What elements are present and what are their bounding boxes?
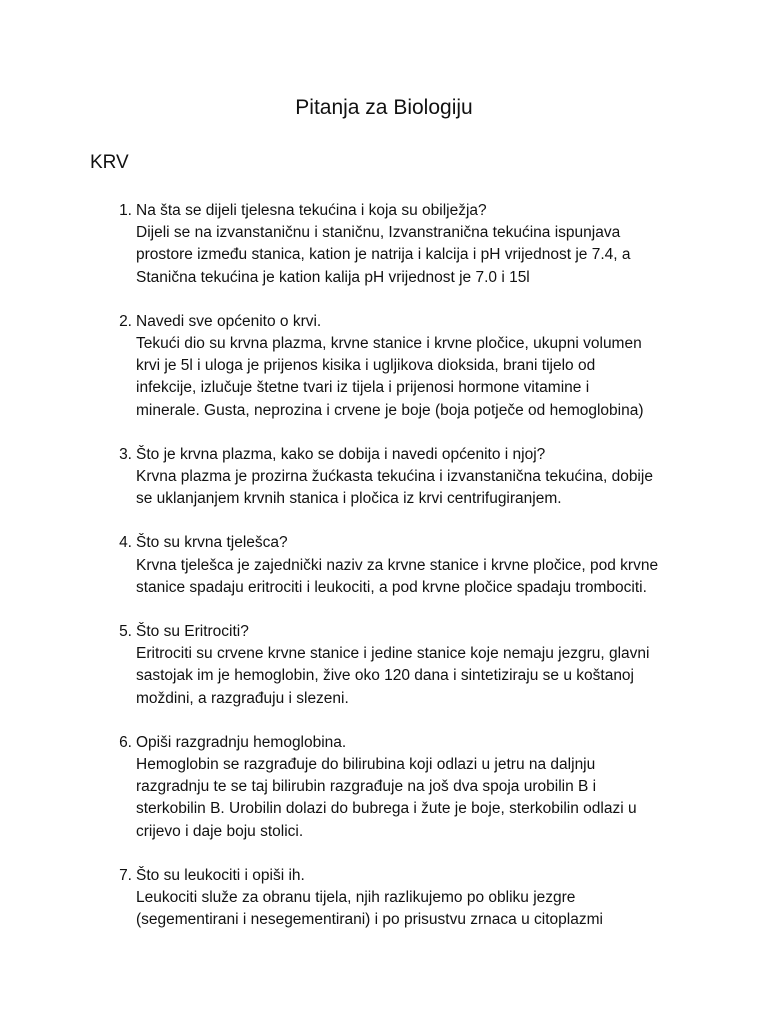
question-body: [136, 444, 696, 511]
question-list: [0, 200, 768, 953]
answer-line: minerale. Gusta, neprozina i crvene je boje (boja potječe od hemoglobina): [136, 401, 644, 419]
question-text: Što su krvna tjelešca?: [136, 534, 288, 552]
question-number: 5.: [119, 623, 132, 641]
question-item: [0, 444, 768, 511]
answer-line: sastojak im je hemoglobin, žive oko 120 dana i sintetiziraju se u koštanoj: [136, 667, 634, 685]
answer-line: Eritrociti su crvene krvne stanice i jedine stanice koje nemaju jezgru, glavni: [136, 645, 650, 663]
question-text: Na šta se dijeli tjelesna tekućina i koja su obilježja?: [136, 202, 487, 219]
answer-line: Stanična tekućina je kation kalija pH vrijednost je 7.0 i 15l: [136, 268, 530, 286]
question-number: 7.: [119, 866, 132, 884]
question-item: [0, 732, 768, 843]
question-text: Opiši razgradnju hemoglobina.: [136, 733, 347, 751]
answer-line: Tekući dio su krvna plazma, krvne stanice i krvne pločice, ukupni volumen: [136, 335, 642, 353]
answer-line: Krvna plazma je prozirna žućkasta tekućina i izvanstanična tekućina, dobije: [136, 468, 653, 486]
answer-line: Leukociti služe za obranu tijela, njih razlikujemo po obliku jezgre: [136, 889, 576, 907]
answer-line: (segementirani i nesegementirani) i po prisustvu zrnaca u citoplazmi: [136, 911, 603, 929]
question-item: [0, 865, 768, 932]
answer-line: se uklanjanjem krvnih stanica i pločica iz krvi centrifugiranjem.: [136, 490, 562, 508]
question-text: Navedi sve općenito o krvi.: [136, 312, 322, 330]
answer-line: prostore između stanica, kation je natrija i kalcija i pH vrijednost je 7.4, a: [136, 246, 631, 264]
question-body: [136, 621, 696, 710]
question-item: [0, 621, 768, 710]
question-body: [136, 865, 696, 932]
question-item: [0, 532, 768, 599]
question-item: [0, 200, 768, 289]
answer-line: stanice spadaju eritrociti i leukociti, a pod krvne pločice spadaju trombociti.: [136, 578, 647, 596]
answer-line: Hemoglobin se razgrađuje do bilirubina koji odlazi u jetru na daljnju: [136, 756, 596, 774]
question-number: 1.: [119, 202, 132, 219]
answer-line: moždini, a razgrađuju i slezeni.: [136, 689, 349, 707]
answer-line: crijevo i daje boju stolici.: [136, 822, 304, 840]
question-number: 3.: [119, 445, 132, 463]
question-number: 6.: [119, 733, 132, 751]
question-body: [136, 200, 696, 289]
document-title: Pitanja za Biologiju: [295, 96, 473, 119]
question-number: 2.: [119, 312, 132, 330]
answer-line: Krvna tjelešca je zajednički naziv za krvne stanice i krvne pločice, pod krvne: [136, 556, 659, 574]
answer-line: infekcije, izlučuje štetne tvari iz tijela i prijenosi hormone vitamine i: [136, 379, 590, 397]
question-text: Što su leukociti i opiši ih.: [136, 866, 305, 884]
answer-line: sterkobilin B. Urobilin dolazi do bubrega i žute je boje, sterkobilin odlazi u: [136, 800, 637, 818]
question-body: [136, 732, 696, 843]
question-number: 4.: [119, 534, 132, 552]
answer-line: krvi je 5l i uloga je prijenos kisika i ugljikova dioksida, brani tijelo od: [136, 357, 596, 375]
section-heading: KRV: [90, 152, 129, 173]
question-text: Što su Eritrociti?: [136, 623, 249, 641]
answer-line: Dijeli se na izvanstaničnu i staničnu, Izvanstranična tekućina ispunjava: [136, 224, 621, 242]
answer-line: razgradnju te se taj bilirubin razgrađuje na još dva spoja urobilin B i: [136, 778, 597, 796]
question-text: Što je krvna plazma, kako se dobija i navedi općenito i njoj?: [136, 445, 546, 463]
question-item: [0, 311, 768, 422]
question-body: [136, 532, 696, 599]
question-body: [136, 311, 696, 422]
